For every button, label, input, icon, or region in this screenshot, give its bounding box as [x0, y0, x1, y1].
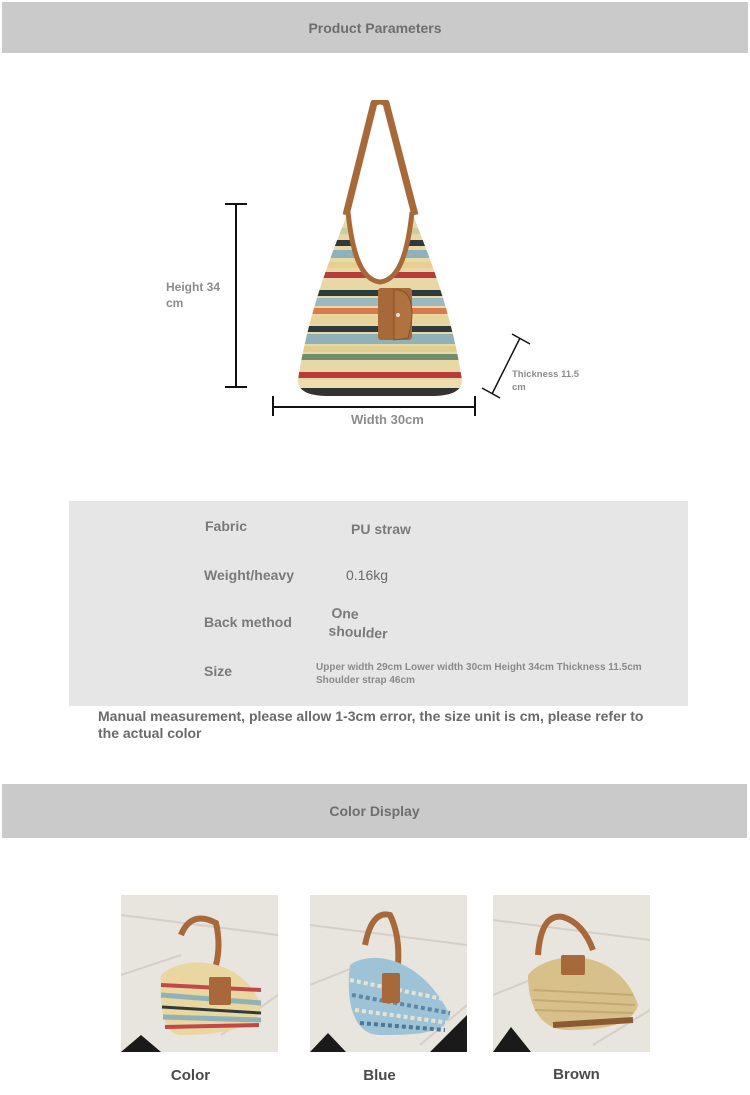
- measurement-note: Manual measurement, please allow 1-3cm error, the size unit is cm, please refer to the actual color: [98, 708, 644, 741]
- color-swatch-multicolor[interactable]: [121, 895, 278, 1052]
- size-line2: Shoulder strap 46cm: [316, 675, 415, 686]
- product-parameters-header: [2, 2, 748, 53]
- spec-label-size: Size: [204, 663, 233, 679]
- width-label: Width 30cm: [351, 412, 424, 427]
- specs-table: [69, 501, 688, 706]
- color-swatch-brown[interactable]: [493, 895, 650, 1052]
- color-label-blue: Blue: [363, 1067, 396, 1084]
- spec-value-back-method: [328, 603, 389, 642]
- thickness-label-line2: cm: [512, 382, 526, 393]
- width-dimension-cap-right: [474, 396, 476, 416]
- height-label-line2: cm: [166, 296, 184, 310]
- color-display-header: [2, 784, 747, 838]
- height-label-line1: Height 34: [166, 280, 221, 294]
- thickness-label: [512, 368, 579, 394]
- thickness-label-line1: Thickness 11.5: [512, 369, 580, 380]
- back-method-line2: shoulder: [328, 622, 389, 642]
- color-swatch-blue[interactable]: [310, 895, 467, 1052]
- height-dimension-cap-top: [225, 203, 247, 205]
- spec-value-size: [316, 661, 642, 687]
- width-dimension-cap-left: [272, 396, 274, 416]
- color-display-title: Color Display: [329, 803, 420, 819]
- back-method-line1: One: [331, 604, 360, 622]
- spec-value-fabric: PU straw: [351, 521, 411, 537]
- product-image-main: [290, 100, 470, 400]
- height-dimension-line: [235, 203, 237, 387]
- color-label-multicolor: Color: [170, 1067, 211, 1084]
- spec-label-weight: Weight/heavy: [204, 567, 294, 583]
- width-dimension-line: [273, 406, 475, 408]
- size-line1: Upper width 29cm Lower width 30cm Height 34cm Thickness 11.5cm: [316, 662, 642, 673]
- spec-label-fabric: Fabric: [205, 518, 248, 534]
- height-label: [166, 279, 220, 311]
- color-label-brown: Brown: [553, 1066, 600, 1083]
- spec-label-back-method: Back method: [204, 614, 292, 630]
- product-parameters-title: Product Parameters: [308, 19, 442, 36]
- spec-value-weight: 0.16kg: [346, 567, 389, 583]
- height-dimension-cap-bottom: [225, 386, 247, 388]
